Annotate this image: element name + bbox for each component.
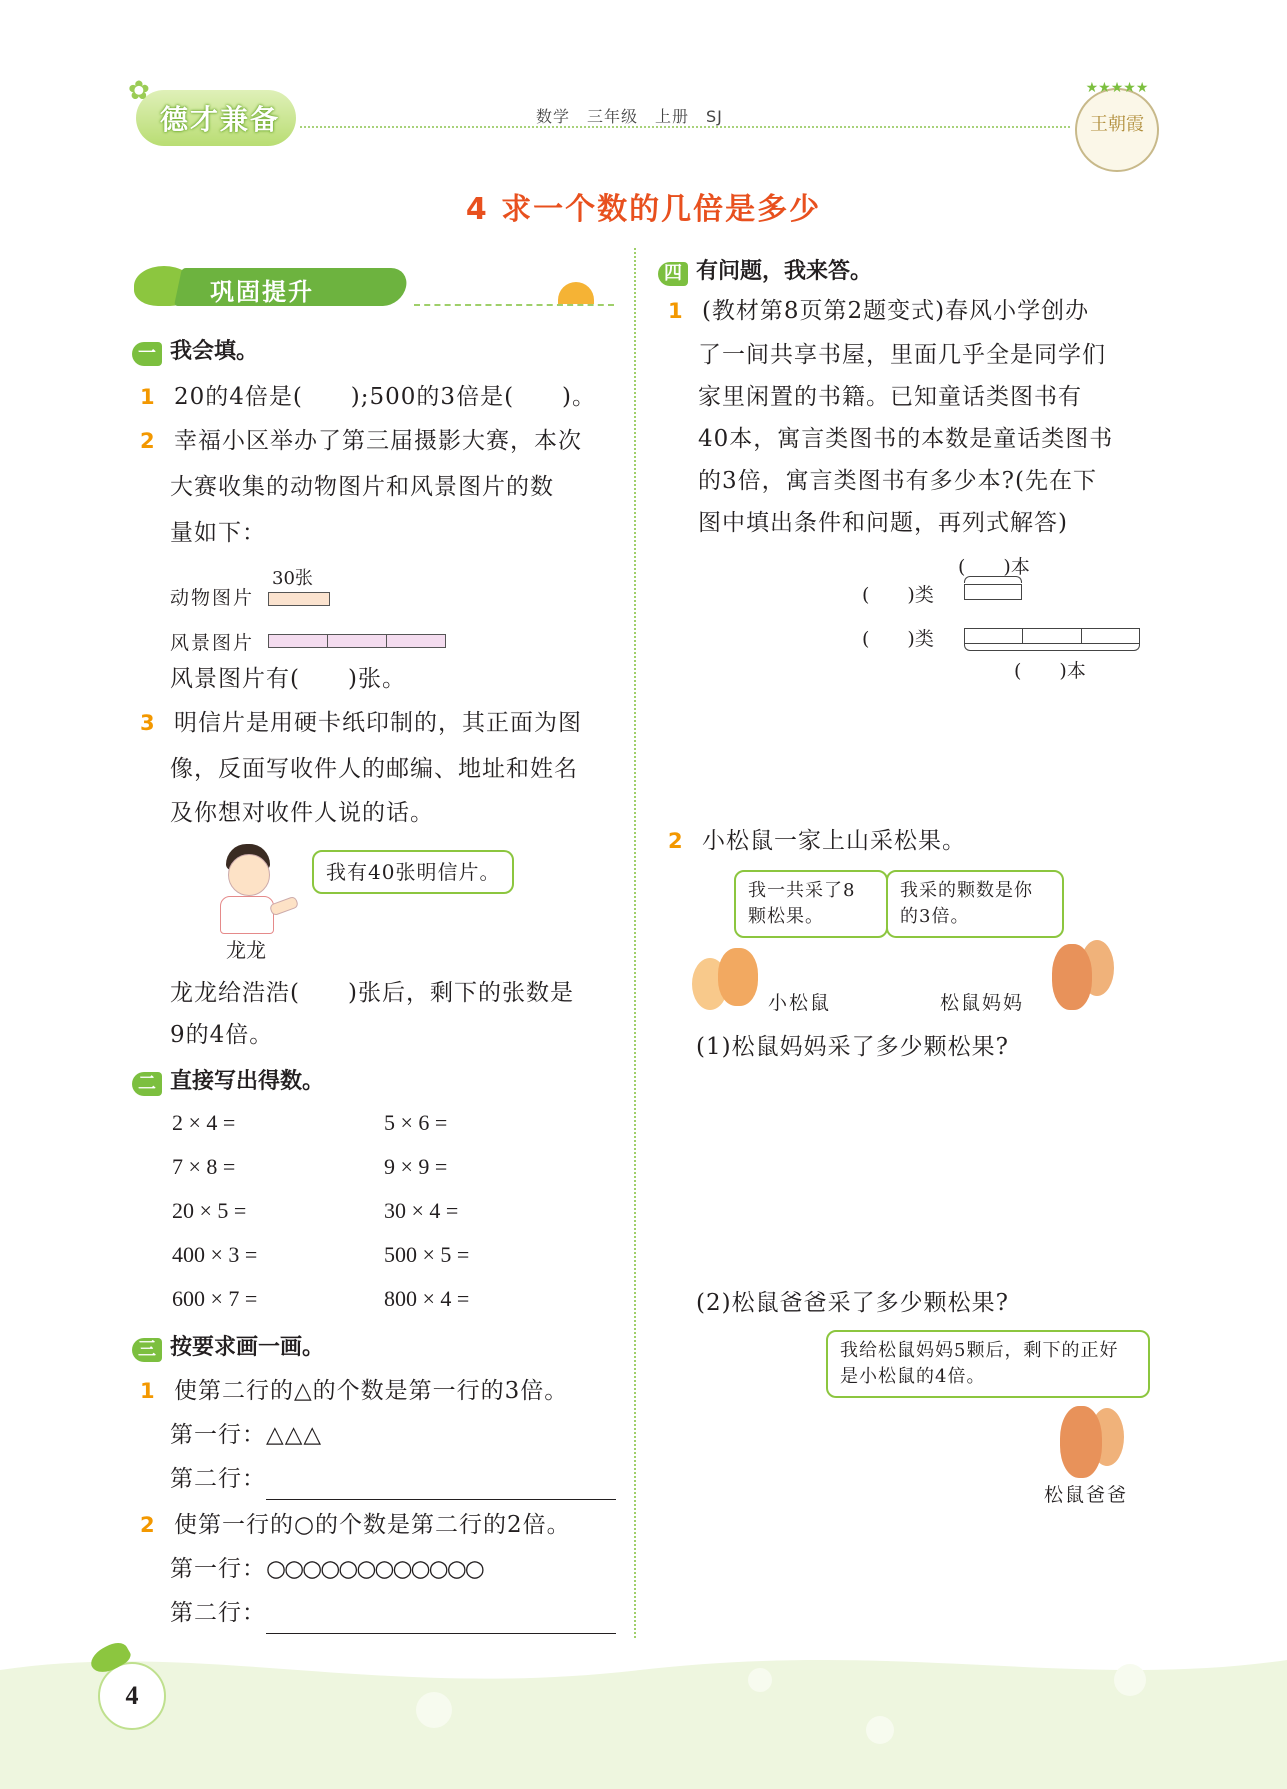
section-banner <box>134 262 614 312</box>
diagram-bottom-brace <box>964 644 1140 651</box>
stars-icon: ★★★★★ <box>1085 80 1149 96</box>
q3-row-4-answer-line[interactable] <box>266 1609 616 1634</box>
q1-number-3: 3 <box>140 711 156 735</box>
calc-left-5: 600 × 7 = <box>172 1286 258 1311</box>
q3-row-4-label: 第二行： <box>170 1600 266 1626</box>
animal-label: 动物图片 <box>170 587 255 609</box>
q3-row-1-value: △△△ <box>266 1422 323 1448</box>
scenery-bar-segment <box>387 635 445 647</box>
page-number: 4 <box>125 1681 139 1710</box>
diagram-row2-segment <box>1082 629 1139 643</box>
q1-text-3a: 明信片是用硬卡纸印制的，其正面为图 <box>173 710 582 736</box>
q3-text-1: 使第二行的△的个数是第一行的3倍。 <box>173 1378 569 1404</box>
mom-squirrel-icon <box>1046 934 1116 1014</box>
diagram-row2-segment <box>965 629 1023 643</box>
squirrel-body <box>718 948 758 1006</box>
diagram-row1-label: ( )类 <box>862 584 934 606</box>
banner-dashes <box>414 304 614 306</box>
q1-number-2: 2 <box>140 429 156 453</box>
q1-text-3d: 龙龙给浩浩( )张后，剩下的张数是 <box>170 980 574 1006</box>
q4-number-2: 2 <box>668 829 684 853</box>
q3-number-1: 1 <box>140 1379 156 1403</box>
diagram-row2-label: ( )类 <box>862 628 934 650</box>
q1-text-2b: 大赛收集的动物图片和风景图片的数 <box>170 474 554 500</box>
q4-text-1f: 图中填出条件和问题，再列式解答) <box>698 510 1068 536</box>
boy-illustration <box>214 844 298 940</box>
calc-right-4: 500 × 5 = <box>384 1242 470 1267</box>
q3-row-1 <box>170 1414 322 1456</box>
animal-count: 30张 <box>272 568 313 589</box>
dad-squirrel-name: 松鼠爸爸 <box>1044 1484 1129 1506</box>
q4-sub-1: (1)松鼠妈妈采了多少颗松果? <box>696 1034 1009 1060</box>
palm-tree-icon: ✿ <box>128 76 150 106</box>
q4-item-1 <box>668 290 1089 332</box>
q1-item-1 <box>140 376 596 418</box>
calc-left-3: 20 × 5 = <box>172 1198 247 1223</box>
q3-row-2-label: 第二行： <box>170 1466 266 1492</box>
section-1-heading <box>132 334 258 366</box>
animal-bar <box>268 592 330 606</box>
q3-row-2-answer-line[interactable] <box>266 1475 616 1500</box>
q3-row-4 <box>170 1592 616 1634</box>
dad-squirrel-icon <box>1056 1400 1128 1482</box>
boy-arm <box>269 896 299 917</box>
section-3-title: 按要求画一画。 <box>170 1335 325 1360</box>
q1-number-1: 1 <box>140 385 156 409</box>
section-2-title: 直接写出得数。 <box>170 1069 325 1094</box>
q4-text-1d: 40本，寓言类图书的本数是童话类图书 <box>698 426 1114 452</box>
diagram-top-brace <box>964 576 1022 583</box>
q4-text-1b: 了一间共享书屋，里面几乎全是同学们 <box>698 342 1106 368</box>
q3-row-3-value: ○○○○○○○○○○○○ <box>266 1556 483 1582</box>
q1-text-1: 20的4倍是( );500的3倍是( )。 <box>173 384 597 410</box>
squirrel-body <box>1052 944 1092 1010</box>
section-3-badge: 三 <box>132 1338 162 1362</box>
logo-text: 德才兼备 <box>160 103 281 136</box>
small-squirrel-name: 小松鼠 <box>768 992 832 1014</box>
q4-sub-2: (2)松鼠爸爸采了多少颗松果? <box>696 1290 1009 1316</box>
q1-text-3e: 9的4倍。 <box>170 1022 274 1048</box>
brand-seal <box>1075 80 1159 172</box>
calc-left-1: 2 × 4 = <box>172 1110 236 1135</box>
q1-text-3b: 像，反面写收件人的邮编、地址和姓名 <box>170 756 578 782</box>
banner-title: 巩固提升 <box>210 278 314 306</box>
sun-icon <box>558 282 594 304</box>
small-squirrel-bubble: 我一共采了8颗松果。 <box>734 870 888 938</box>
q1-text-2a: 幸福小区举办了第三届摄影大赛，本次 <box>173 428 582 454</box>
boy-speech-bubble: 我有40张明信片。 <box>312 850 514 894</box>
boy-name: 龙龙 <box>226 938 266 962</box>
calc-right-3: 30 × 4 = <box>384 1198 459 1223</box>
section-4-title: 有问题，我来答。 <box>696 259 873 284</box>
footer-wave <box>0 1640 1287 1789</box>
q4-item-2 <box>668 820 966 862</box>
q3-item-1 <box>140 1370 568 1412</box>
section-1-title: 我会填。 <box>170 339 259 364</box>
boy-shirt <box>220 896 274 934</box>
calc-right-1: 5 × 6 = <box>384 1110 448 1135</box>
q1-text-2c: 量如下： <box>170 520 266 546</box>
section-4-heading <box>658 254 872 286</box>
scenery-bar-segment <box>269 635 328 647</box>
page-number-badge <box>98 1662 166 1730</box>
scenery-label: 风景图片 <box>170 632 255 654</box>
brand-name: 王朝霞 <box>1090 114 1144 135</box>
boy-face <box>228 854 270 896</box>
q4-text-2: 小松鼠一家上山采松果。 <box>701 828 966 854</box>
calc-left-2: 7 × 8 = <box>172 1154 236 1179</box>
q3-item-2 <box>140 1504 571 1546</box>
header <box>0 0 1287 150</box>
mom-squirrel-bubble: 我采的颗数是你的3倍。 <box>886 870 1064 938</box>
scenery-bar-segment <box>328 635 387 647</box>
calc-right-5: 800 × 4 = <box>384 1286 470 1311</box>
page-title: 4 求一个数的几倍是多少 <box>465 192 822 227</box>
section-2-badge: 二 <box>132 1072 162 1096</box>
q3-text-2: 使第一行的○的个数是第二行的2倍。 <box>173 1512 571 1538</box>
section-4-badge: 四 <box>658 262 688 286</box>
subject-label: 数学 三年级 上册 SJ <box>536 107 723 126</box>
column-divider <box>634 248 636 1638</box>
q3-number-2: 2 <box>140 1513 156 1537</box>
dad-squirrel-bubble: 我给松鼠妈妈5颗后，剩下的正好是小松鼠的4倍。 <box>826 1330 1150 1398</box>
q1-item-2 <box>140 420 582 462</box>
q1-text-3c: 及你想对收件人说的话。 <box>170 800 434 826</box>
calc-right-2: 9 × 9 = <box>384 1154 448 1179</box>
section-1-badge: 一 <box>132 342 162 366</box>
section-3-heading <box>132 1330 324 1362</box>
q4-text-1e: 的3倍，寓言类图书有多少本?(先在下 <box>698 468 1097 494</box>
q4-text-1c: 家里闲置的书籍。已知童话类图书有 <box>698 384 1082 410</box>
calc-left-4: 400 × 3 = <box>172 1242 258 1267</box>
q4-number-1: 1 <box>668 299 684 323</box>
section-2-heading <box>132 1064 324 1096</box>
scenery-bar <box>268 634 446 648</box>
diagram-row2-segment <box>1023 629 1081 643</box>
small-squirrel-icon <box>692 944 762 1010</box>
q1-answer-2: 风景图片有( )张。 <box>170 666 406 692</box>
q3-row-1-label: 第一行： <box>170 1422 266 1448</box>
q3-row-3 <box>170 1548 483 1590</box>
diagram-row1-bar <box>964 584 1022 600</box>
q3-row-2 <box>170 1458 616 1500</box>
q1-item-3 <box>140 702 582 744</box>
diagram-top-label: ( )本 <box>958 556 1030 578</box>
mom-squirrel-name: 松鼠妈妈 <box>940 992 1025 1014</box>
q3-row-3-label: 第一行： <box>170 1556 266 1582</box>
q4-text-1a: (教材第8页第2题变式)春风小学创办 <box>701 298 1090 324</box>
diagram-row2-bar <box>964 628 1140 644</box>
squirrel-body <box>1060 1406 1102 1478</box>
diagram-bottom-label: ( )本 <box>1014 660 1086 682</box>
